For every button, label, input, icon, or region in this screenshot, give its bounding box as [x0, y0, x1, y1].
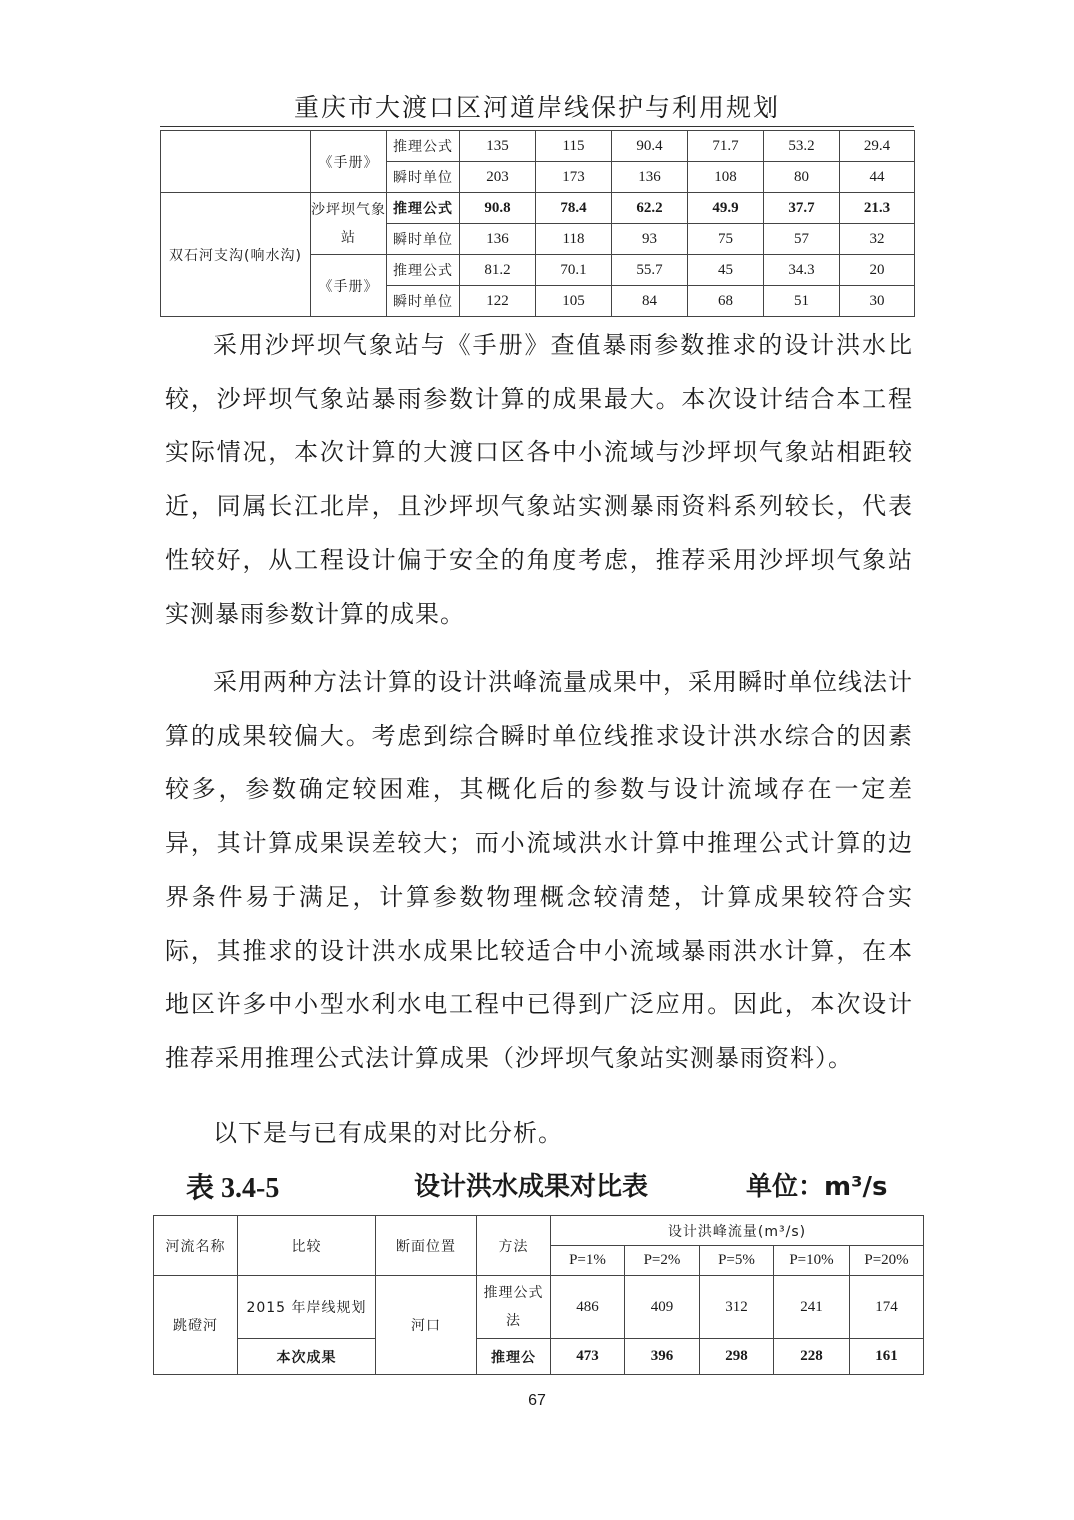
header-rule	[160, 126, 914, 127]
method-cell: 瞬时单位	[387, 224, 460, 255]
header-freq: P=1%	[551, 1246, 625, 1276]
value-cell: 32	[840, 224, 915, 255]
value-cell: 108	[688, 162, 764, 193]
paragraph: 采用沙坪坝气象站与《手册》查值暴雨参数推求的设计洪水比较，沙坪坝气象站暴雨参数计算的成果最大。本次设计结合本工程实际情况，本次计算的大渡口区各中小流域与沙坪坝气象站相距较近，同属长江北岸，且沙坪坝气象站实测暴雨资料系列较长，代表性较好，从工程设计偏于安全的角度考虑，推荐采用沙坪坝气象站实测暴雨参数计算的成果。	[165, 331, 913, 628]
paragraph: 采用两种方法计算的设计洪峰流量成果中，采用瞬时单位线法计算的成果较偏大。考虑到综合瞬时单位线推求设计洪水综合的因素较多，参数确定较困难，其概化后的参数与设计流域存在一定差异，其计算成果误差较大；而小流域洪水计算中推理公式计算的边界条件易于满足，计算参数物理概念较清楚，计算成果较符合实际，其推求的设计洪水成果比较适合中小流域暴雨洪水计算，在本地区许多中小型水利水电工程中已得到广泛应用。因此，本次设计推荐采用推理公式法计算成果（沙坪坝气象站实测暴雨资料）。	[165, 668, 913, 1072]
value-cell: 396	[625, 1339, 700, 1375]
table-row	[161, 193, 915, 224]
value-cell: 105	[536, 286, 612, 317]
value-cell: 93	[612, 224, 688, 255]
value-cell: 409	[625, 1276, 700, 1339]
value-cell: 75	[688, 224, 764, 255]
value-cell: 45	[688, 255, 764, 286]
header-freq: P=2%	[625, 1246, 700, 1276]
value-cell: 49.9	[688, 193, 764, 224]
value-cell: 203	[460, 162, 536, 193]
value-cell: 136	[612, 162, 688, 193]
value-cell: 20	[840, 255, 915, 286]
value-cell: 174	[850, 1276, 924, 1339]
header-freq: P=10%	[774, 1246, 850, 1276]
value-cell: 241	[774, 1276, 850, 1339]
value-cell: 84	[612, 286, 688, 317]
value-cell: 53.2	[764, 131, 840, 162]
header-section: 断面位置	[376, 1216, 477, 1276]
value-cell: 80	[764, 162, 840, 193]
source-cell: 《手册》	[311, 255, 387, 317]
value-cell: 44	[840, 162, 915, 193]
value-cell: 90.4	[612, 131, 688, 162]
value-cell: 21.3	[840, 193, 915, 224]
value-cell: 161	[850, 1339, 924, 1375]
value-cell: 29.4	[840, 131, 915, 162]
method-cell: 推理公	[477, 1339, 551, 1375]
value-cell: 136	[460, 224, 536, 255]
rainfall-flood-table-continued	[160, 130, 915, 317]
value-cell: 81.2	[460, 255, 536, 286]
value-cell: 57	[764, 224, 840, 255]
value-cell: 37.7	[764, 193, 840, 224]
value-cell: 473	[551, 1339, 625, 1375]
table-cell-empty	[161, 131, 311, 193]
method-cell: 推理公式	[387, 131, 460, 162]
value-cell: 34.3	[764, 255, 840, 286]
compare-cell: 本次成果	[238, 1339, 376, 1375]
header-freq: P=20%	[850, 1246, 924, 1276]
table-row	[154, 1276, 924, 1339]
value-cell: 135	[460, 131, 536, 162]
value-cell: 90.8	[460, 193, 536, 224]
table-header-row	[154, 1216, 924, 1246]
river-cell: 跳磴河	[154, 1276, 238, 1375]
method-cell: 推理公式法	[477, 1276, 551, 1339]
value-cell: 51	[764, 286, 840, 317]
table-caption-number: 表 3.4-5	[186, 1173, 280, 1204]
header-flow-group: 设计洪峰流量(m³/s)	[551, 1216, 924, 1246]
method-cell: 瞬时单位	[387, 162, 460, 193]
header-river: 河流名称	[154, 1216, 238, 1276]
value-cell: 78.4	[536, 193, 612, 224]
value-cell: 70.1	[536, 255, 612, 286]
header-method: 方法	[477, 1216, 551, 1276]
source-cell: 沙坪坝气象站	[311, 193, 387, 255]
value-cell: 62.2	[612, 193, 688, 224]
value-cell: 298	[700, 1339, 774, 1375]
table-caption-title: 设计洪水成果对比表	[414, 1172, 649, 1202]
value-cell: 115	[536, 131, 612, 162]
table-row	[154, 1339, 924, 1375]
value-cell: 71.7	[688, 131, 764, 162]
table-row	[161, 131, 915, 162]
value-cell: 30	[840, 286, 915, 317]
value-cell: 122	[460, 286, 536, 317]
table-caption-unit: 单位：m³/s	[746, 1172, 888, 1202]
value-cell: 312	[700, 1276, 774, 1339]
flood-comparison-table	[153, 1215, 924, 1375]
method-cell: 推理公式	[387, 193, 460, 224]
section-cell: 河口	[376, 1276, 477, 1375]
value-cell: 486	[551, 1276, 625, 1339]
paragraph: 以下是与已有成果的对比分析。	[213, 1119, 563, 1147]
method-cell: 瞬时单位	[387, 286, 460, 317]
value-cell: 55.7	[612, 255, 688, 286]
value-cell: 228	[774, 1339, 850, 1375]
river-name-cell: 双石河支沟(响水沟)	[161, 193, 311, 317]
value-cell: 173	[536, 162, 612, 193]
source-cell: 《手册》	[311, 131, 387, 193]
value-cell: 68	[688, 286, 764, 317]
page-header-title: 重庆市大渡口区河道岸线保护与利用规划	[293, 93, 780, 122]
method-cell: 推理公式	[387, 255, 460, 286]
value-cell: 118	[536, 224, 612, 255]
header-freq: P=5%	[700, 1246, 774, 1276]
header-compare: 比较	[238, 1216, 376, 1276]
compare-cell: 2015 年岸线规划	[238, 1276, 376, 1339]
page-number: 67	[528, 1392, 546, 1409]
